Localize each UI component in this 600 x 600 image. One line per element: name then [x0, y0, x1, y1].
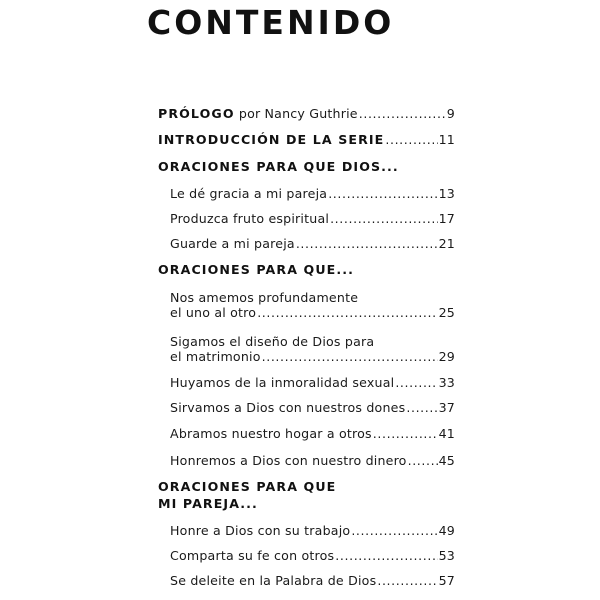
toc-page-number: 25 [438, 305, 455, 320]
toc-entry[interactable] [170, 426, 455, 441]
toc-entry[interactable] [170, 349, 455, 364]
toc-entry-label: Produzca fruto espiritual [170, 211, 330, 226]
toc-page-number: 11 [438, 132, 455, 147]
dot-leader [296, 236, 438, 251]
dot-leader [351, 523, 437, 538]
dot-leader [377, 573, 437, 588]
section-heading: ORACIONES PARA QUE DIOS... [158, 159, 399, 174]
toc-page-number: 57 [438, 573, 455, 588]
toc-page-number: 37 [438, 400, 455, 415]
dot-leader [406, 400, 437, 415]
prologue-label-bold: PRÓLOGO [158, 106, 235, 121]
toc-entry[interactable] [170, 523, 455, 538]
toc-page-number: 13 [438, 186, 455, 201]
dot-leader [385, 132, 437, 147]
dot-leader [262, 349, 438, 364]
toc-entry-label: Guarde a mi pareja [170, 236, 295, 251]
toc-page-number: 29 [438, 349, 455, 364]
page-title: CONTENIDO [147, 3, 395, 42]
toc-entry[interactable] [170, 236, 455, 251]
toc-entry-introduction[interactable] [158, 132, 455, 147]
toc-entry-label: el uno al otro [170, 305, 257, 320]
toc-entry[interactable] [170, 548, 455, 563]
section-heading: ORACIONES PARA QUE... [158, 262, 355, 277]
introduction-label: INTRODUCCIÓN DE LA SERIE [158, 132, 385, 147]
toc-entry[interactable] [170, 375, 455, 390]
toc-entry-label: Huyamos de la inmoralidad sexual [170, 375, 395, 390]
dot-leader [335, 548, 437, 563]
toc-entry-label: Se deleite en la Palabra de Dios [170, 573, 377, 588]
toc-page-number: 49 [438, 523, 455, 538]
toc-entry-label: Honremos a Dios con nuestro dinero [170, 453, 407, 468]
toc-entry-label [158, 106, 358, 121]
dot-leader [359, 106, 446, 121]
toc-entry[interactable] [170, 305, 455, 320]
section-heading-continued: MI PAREJA... [158, 496, 258, 511]
toc-entry-prologue[interactable] [158, 106, 455, 121]
toc-entry-label: Comparta su fe con otros [170, 548, 335, 563]
toc-entry-label: Le dé gracia a mi pareja [170, 186, 328, 201]
toc-entry-first-line: Nos amemos profundamente [170, 290, 359, 305]
toc-page-number: 17 [438, 211, 455, 226]
toc-page-number: 41 [438, 426, 455, 441]
toc-entry-label [158, 132, 384, 147]
toc-entry[interactable] [170, 400, 455, 415]
toc-entry-label: Abramos nuestro hogar a otros [170, 426, 372, 441]
toc-entry-label: Honre a Dios con su trabajo [170, 523, 351, 538]
toc-page-number: 9 [446, 106, 455, 121]
toc-page-number: 33 [438, 375, 455, 390]
dot-leader [257, 305, 437, 320]
toc-page-number: 45 [438, 453, 455, 468]
toc-entry[interactable] [170, 573, 455, 588]
toc-entry-label: el matrimonio [170, 349, 261, 364]
toc-entry-first-line: Sigamos el diseño de Dios para [170, 334, 375, 349]
toc-entry[interactable] [170, 211, 455, 226]
section-heading: ORACIONES PARA QUE [158, 479, 337, 494]
dot-leader [330, 211, 437, 226]
dot-leader [328, 186, 437, 201]
dot-leader [373, 426, 438, 441]
dot-leader [395, 375, 437, 390]
toc-page-number: 53 [438, 548, 455, 563]
dot-leader [408, 453, 438, 468]
toc-entry-label: Sirvamos a Dios con nuestros dones [170, 400, 406, 415]
prologue-label-rest: por Nancy Guthrie [234, 106, 358, 121]
toc-entry[interactable] [170, 186, 455, 201]
toc-entry[interactable] [170, 453, 455, 468]
toc-page-number: 21 [438, 236, 455, 251]
